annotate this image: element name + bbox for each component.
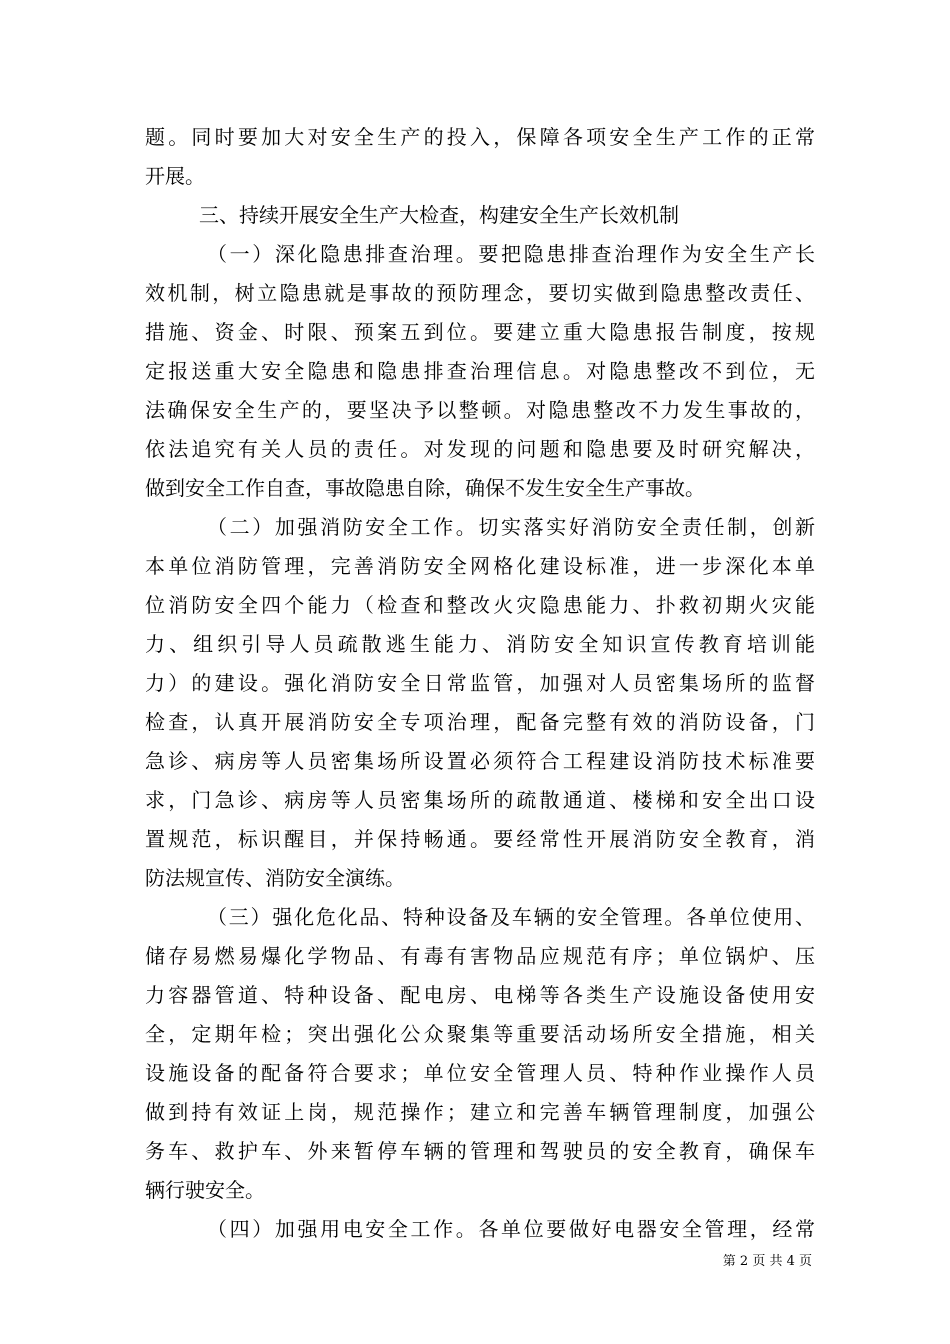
text-line: 做到持有效证上岗，规范操作；建立和完善车辆管理制度，加强公 (145, 1100, 815, 1124)
text-line: 题。同时要加大对安全生产的投入，保障各项安全生产工作的正常 (145, 125, 815, 149)
page-number-footer: 第 2 页 共 4 页 (722, 1254, 812, 1269)
text-line: 辆行驶安全。 (145, 1178, 265, 1202)
text-line: 开展。 (145, 164, 205, 188)
paragraph-start-line: （三）强化危化品、特种设备及车辆的安全管理。各单位使用、 (207, 905, 815, 929)
text-line: 效机制，树立隐患就是事故的预防理念，要切实做到隐患整改责任、 (145, 281, 815, 305)
text-line: 置规范，标识醒目，并保持畅通。要经常性开展消防安全教育，消 (145, 827, 815, 851)
text-line: 做到安全工作自查，事故隐患自除，确保不发生安全生产事故。 (145, 476, 705, 500)
text-line: 措施、资金、时限、预案五到位。要建立重大隐患报告制度，按规 (145, 320, 815, 344)
paragraph-start-line: （四）加强用电安全工作。各单位要做好电器安全管理，经常 (207, 1217, 815, 1241)
text-line: 力容器管道、特种设备、配电房、电梯等各类生产设施设备使用安 (145, 983, 815, 1007)
text-line: 依法追究有关人员的责任。对发现的问题和隐患要及时研究解决， (145, 437, 815, 461)
document-body (145, 118, 815, 1249)
text-line: 力、组织引导人员疏散逃生能力、消防安全知识宣传教育培训能 (145, 632, 815, 656)
paragraph-start-line: （二）加强消防安全工作。切实落实好消防安全责任制，创新 (207, 515, 815, 539)
text-line: 本单位消防管理，完善消防安全网格化建设标准，进一步深化本单 (145, 554, 815, 578)
text-line: 防法规宣传、消防安全演练。 (145, 866, 405, 890)
text-line: 储存易燃易爆化学物品、有毒有害物品应规范有序；单位锅炉、压 (145, 944, 815, 968)
text-line: 位消防安全四个能力（检查和整改火灾隐患能力、扑救初期火灾能 (145, 593, 815, 617)
text-line: 力）的建设。强化消防安全日常监管，加强对人员密集场所的监督 (145, 671, 815, 695)
text-line: 急诊、病房等人员密集场所设置必须符合工程建设消防技术标准要 (145, 749, 815, 773)
text-line: 务车、救护车、外来暂停车辆的管理和驾驶员的安全教育，确保车 (145, 1139, 815, 1163)
text-line: 检查，认真开展消防安全专项治理，配备完整有效的消防设备，门 (145, 710, 815, 734)
text-line: 设施设备的配备符合要求；单位安全管理人员、特种作业操作人员 (145, 1061, 815, 1085)
text-line: 求，门急诊、病房等人员密集场所的疏散通道、楼梯和安全出口设 (145, 788, 815, 812)
paragraph-start-line: （一）深化隐患排查治理。要把隐患排查治理作为安全生产长 (207, 242, 815, 266)
text-line: 全，定期年检；突出强化公众聚集等重要活动场所安全措施，相关 (145, 1022, 815, 1046)
section-heading: 三、持续开展安全生产大检查，构建安全生产长效机制 (199, 203, 679, 227)
text-line: 法确保安全生产的，要坚决予以整顿。对隐患整改不力发生事故的， (145, 398, 815, 422)
text-line: 定报送重大安全隐患和隐患排查治理信息。对隐患整改不到位，无 (145, 359, 815, 383)
